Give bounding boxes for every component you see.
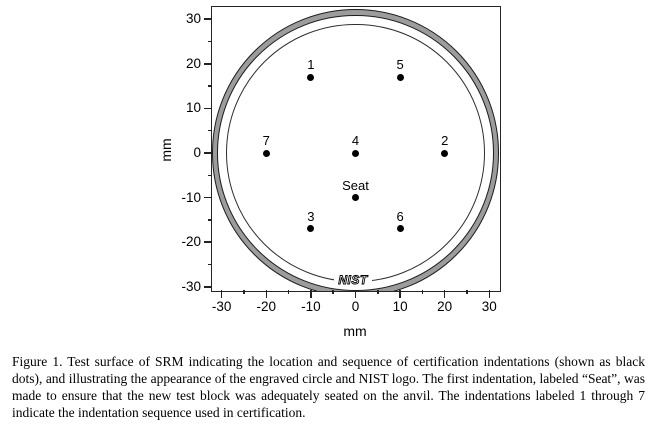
- indentation-label-2: 2: [441, 133, 449, 148]
- indentation-dot-4: [352, 150, 359, 157]
- y-major-tick: [204, 241, 212, 243]
- x-axis-label: mm: [343, 323, 367, 339]
- x-tick-label: 10: [392, 298, 408, 314]
- indentation-label-5: 5: [396, 57, 404, 73]
- indentation-label-4: 4: [351, 133, 360, 148]
- indentation-label-1: 1: [307, 57, 315, 73]
- x-minor-tick: [288, 290, 290, 294]
- y-tick-label: 20: [185, 55, 201, 71]
- indentation-dot-5: [397, 74, 404, 81]
- x-major-tick: [221, 290, 223, 298]
- y-major-tick: [204, 63, 212, 65]
- x-tick-label: 0: [351, 298, 360, 314]
- x-minor-tick: [377, 290, 379, 294]
- x-tick-label: 20: [437, 298, 453, 314]
- plot-area: [212, 7, 500, 291]
- y-axis-label: mm: [158, 138, 174, 162]
- y-tick-label: -20: [181, 234, 201, 250]
- x-tick-label: -10: [301, 298, 321, 314]
- y-minor-tick: [208, 85, 212, 87]
- y-tick-label: -10: [181, 189, 201, 205]
- x-major-tick: [266, 290, 268, 298]
- x-minor-tick: [422, 290, 424, 294]
- indentation-dot-2: [441, 150, 448, 157]
- x-major-tick: [355, 290, 357, 298]
- y-tick-label: 30: [185, 11, 201, 27]
- y-tick-label: -30: [181, 278, 201, 294]
- x-minor-tick: [243, 290, 245, 294]
- indentation-dot-7: [263, 150, 270, 157]
- x-minor-tick: [466, 290, 468, 294]
- nist-logo-mark: [331, 272, 375, 288]
- y-tick-label: 10: [185, 100, 201, 116]
- plot: [158, 6, 501, 339]
- x-major-tick: [444, 290, 446, 298]
- x-tick-label: -30: [211, 298, 232, 314]
- x-major-tick: [399, 290, 401, 298]
- y-minor-tick: [208, 130, 212, 132]
- x-tick-label: 30: [481, 298, 497, 314]
- y-tick-label: 0: [193, 145, 201, 160]
- indentation-label-6: 6: [396, 208, 404, 224]
- x-major-tick: [310, 290, 312, 298]
- indentation-label-Seat: Seat: [342, 177, 369, 193]
- y-minor-tick: [208, 175, 212, 177]
- y-major-tick: [204, 18, 212, 20]
- y-minor-tick: [208, 41, 212, 43]
- indentation-label-3: 3: [307, 208, 315, 224]
- indentation-label-7: 7: [262, 133, 270, 148]
- x-minor-tick: [332, 290, 334, 294]
- x-tick-label: -20: [256, 298, 277, 314]
- indentation-dot-6: [397, 225, 404, 232]
- figure-caption: Figure 1. Test surface of SRM indicating the location and sequence of certification indentations (shown as black dots), and illustrating the appearance of the engraved circle and NIST logo. The first indentation, labeled “Seat”, was made to ensure that the new test block was adequately seated on the anvil. The indentations labeled 1 through 7 indicate the indentation sequence used in certification.: [12, 354, 645, 420]
- svg-text:NIST: NIST: [338, 272, 368, 287]
- x-major-tick: [489, 290, 491, 298]
- y-major-tick: [204, 152, 212, 154]
- y-major-tick: [204, 286, 212, 288]
- nist-logo: [331, 272, 375, 291]
- y-major-tick: [204, 197, 212, 199]
- y-minor-tick: [208, 264, 212, 266]
- y-minor-tick: [208, 219, 212, 221]
- y-major-tick: [204, 108, 212, 110]
